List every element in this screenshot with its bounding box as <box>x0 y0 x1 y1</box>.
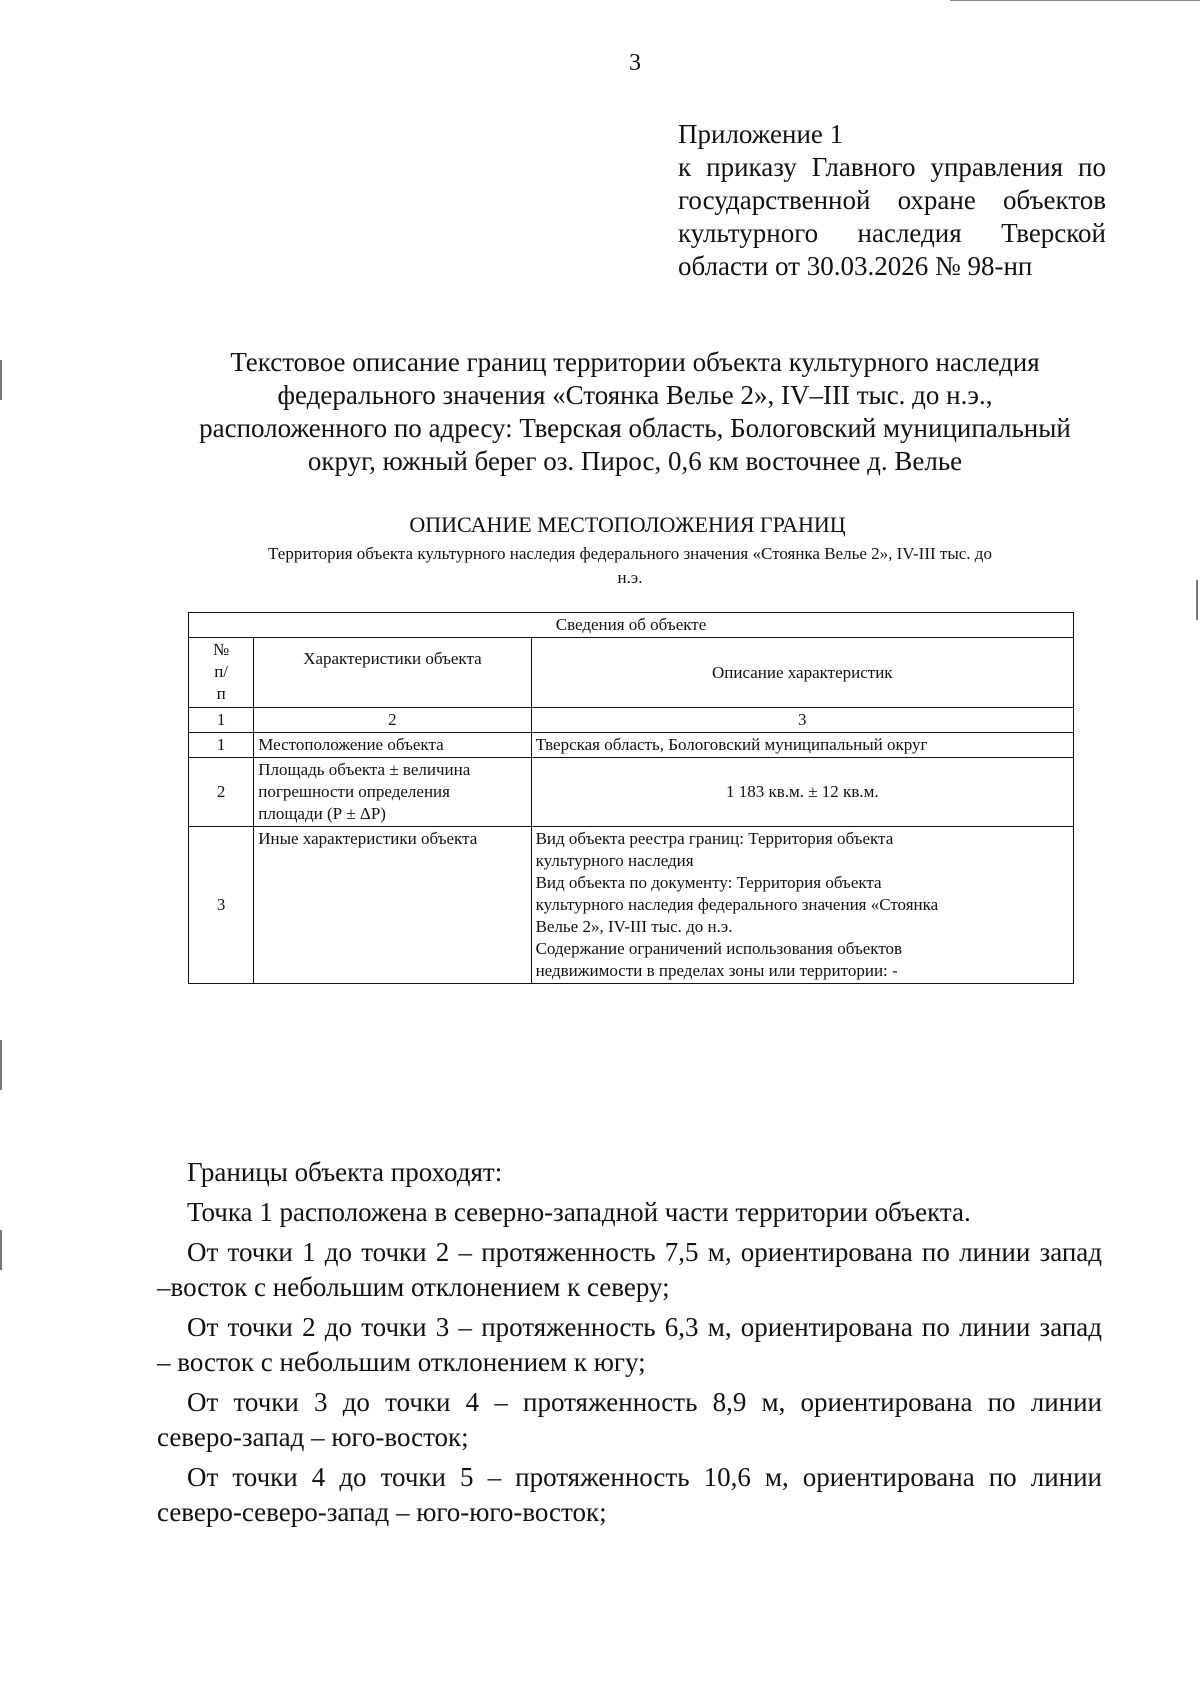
cell-line: погрешности определения <box>258 782 450 801</box>
scan-edge-mark <box>0 1040 2 1090</box>
appendix-block <box>678 118 1106 283</box>
table-row <box>189 758 1074 827</box>
appendix-line: к приказу Главного управления по <box>678 152 1106 182</box>
cell-line: Тверская область, Бологовский муниципальный округ <box>535 735 928 754</box>
cell-line: Местоположение объекта <box>258 735 444 754</box>
title-line: федерального значения «Стоянка Велье 2», IV–III тыс. до н.э., <box>277 380 993 410</box>
column-number: 3 <box>531 708 1073 733</box>
header-description: Описание характеристик <box>531 638 1073 708</box>
cell-line: Содержание ограничений использования объектов <box>535 939 903 958</box>
row-num: 1 <box>189 733 254 758</box>
cell-line: 1 183 кв.м. ± 12 кв.м. <box>725 782 879 801</box>
appendix-line: области от 30.03.2026 № 98-нп <box>678 251 1033 281</box>
cell-line: площади (Р ± ΔР) <box>258 804 386 823</box>
appendix-line: культурного наследия Тверской <box>678 218 1106 248</box>
object-info-table <box>188 612 1074 984</box>
column-number: 2 <box>254 708 531 733</box>
title-line: расположенного по адресу: Тверская область, Бологовский муниципальный <box>199 413 1071 443</box>
table-caption-row <box>189 613 1074 638</box>
segment-line: От точки 4 до точки 5 – протяженность 10,6 м, ориентирована по линии <box>187 1462 1102 1492</box>
scan-edge-mark <box>0 360 2 400</box>
appendix-line: Приложение 1 <box>678 119 844 149</box>
row-description <box>531 733 1073 758</box>
cell-line: Велье 2», IV-III тыс. до н.э. <box>535 917 733 936</box>
row-description <box>531 758 1073 827</box>
scan-edge-mark <box>0 1230 2 1270</box>
boundary-segment <box>157 1310 1102 1380</box>
segment-line: От точки 3 до точки 4 – протяженность 8,9 м, ориентирована по линии <box>187 1387 1102 1417</box>
segment-line: северо-запад – юго-восток; <box>157 1422 469 1452</box>
row-characteristic <box>254 827 531 984</box>
cell-line: Иные характеристики объекта <box>258 829 478 848</box>
row-num: 3 <box>189 827 254 984</box>
table-row <box>189 733 1074 758</box>
table-row <box>189 827 1074 984</box>
document-title <box>140 346 1130 478</box>
header-characteristic: Характеристики объекта <box>254 638 531 708</box>
segment-line: От точки 1 до точки 2 – протяженность 7,5 м, ориентирована по линии запад <box>187 1237 1102 1267</box>
boundary-segment <box>157 1460 1102 1530</box>
header-num <box>189 638 254 708</box>
segment-line: –восток с небольшим отклонением к северу; <box>157 1272 670 1302</box>
boundary-intro: Границы объекта проходят: <box>187 1157 503 1187</box>
table-header-row <box>189 638 1074 708</box>
boundary-segment <box>157 1235 1102 1305</box>
subheading-line: н.э. <box>617 568 643 587</box>
column-number: 1 <box>189 708 254 733</box>
cell-line: Площадь объекта ± величина <box>258 760 471 779</box>
header-num-line: п/ <box>214 662 229 681</box>
segment-line: От точки 2 до точки 3 – протяженность 6,3 м, ориентирована по линии запад <box>187 1312 1102 1342</box>
cell-line: недвижимости в пределах зоны или территории: - <box>535 961 898 980</box>
header-num-line: № <box>213 640 230 659</box>
title-line: Текстовое описание границ территории объекта культурного наследия <box>230 347 1040 377</box>
segment-line: северо-северо-запад – юго-юго-восток; <box>157 1497 607 1527</box>
subheading-line: Территория объекта культурного наследия федерального значения «Стоянка Велье 2», IV-III тыс. до <box>268 544 992 563</box>
title-line: округ, южный берег оз. Пирос, 0,6 км восточнее д. Велье <box>307 446 963 476</box>
cell-line: Вид объекта реестра границ: Территория объекта <box>535 829 894 848</box>
row-characteristic <box>254 758 531 827</box>
section-subheading <box>190 542 1070 590</box>
scan-edge-mark <box>950 0 1200 1</box>
cell-line: Вид объекта по документу: Территория объекта <box>535 873 882 892</box>
scan-edge-mark <box>1196 580 1198 620</box>
boundary-point1: Точка 1 расположена в северно-западной части территории объекта. <box>187 1197 971 1227</box>
boundary-description <box>157 1155 1102 1535</box>
segment-line: – восток с небольшим отклонением к югу; <box>157 1347 646 1377</box>
header-num-line: п <box>216 684 226 703</box>
boundary-segment <box>157 1385 1102 1455</box>
table-caption: Сведения об объекте <box>189 613 1074 638</box>
appendix-line: государственной охране объектов <box>678 185 1106 215</box>
cell-line: культурного наследия <box>535 851 694 870</box>
cell-line: культурного наследия федерального значения «Стоянка <box>535 895 939 914</box>
page-number: 3 <box>629 50 641 76</box>
row-num: 2 <box>189 758 254 827</box>
section-heading: ОПИСАНИЕ МЕСТОПОЛОЖЕНИЯ ГРАНИЦ <box>409 512 846 537</box>
column-number-row <box>189 708 1074 733</box>
row-characteristic <box>254 733 531 758</box>
row-description <box>531 827 1073 984</box>
